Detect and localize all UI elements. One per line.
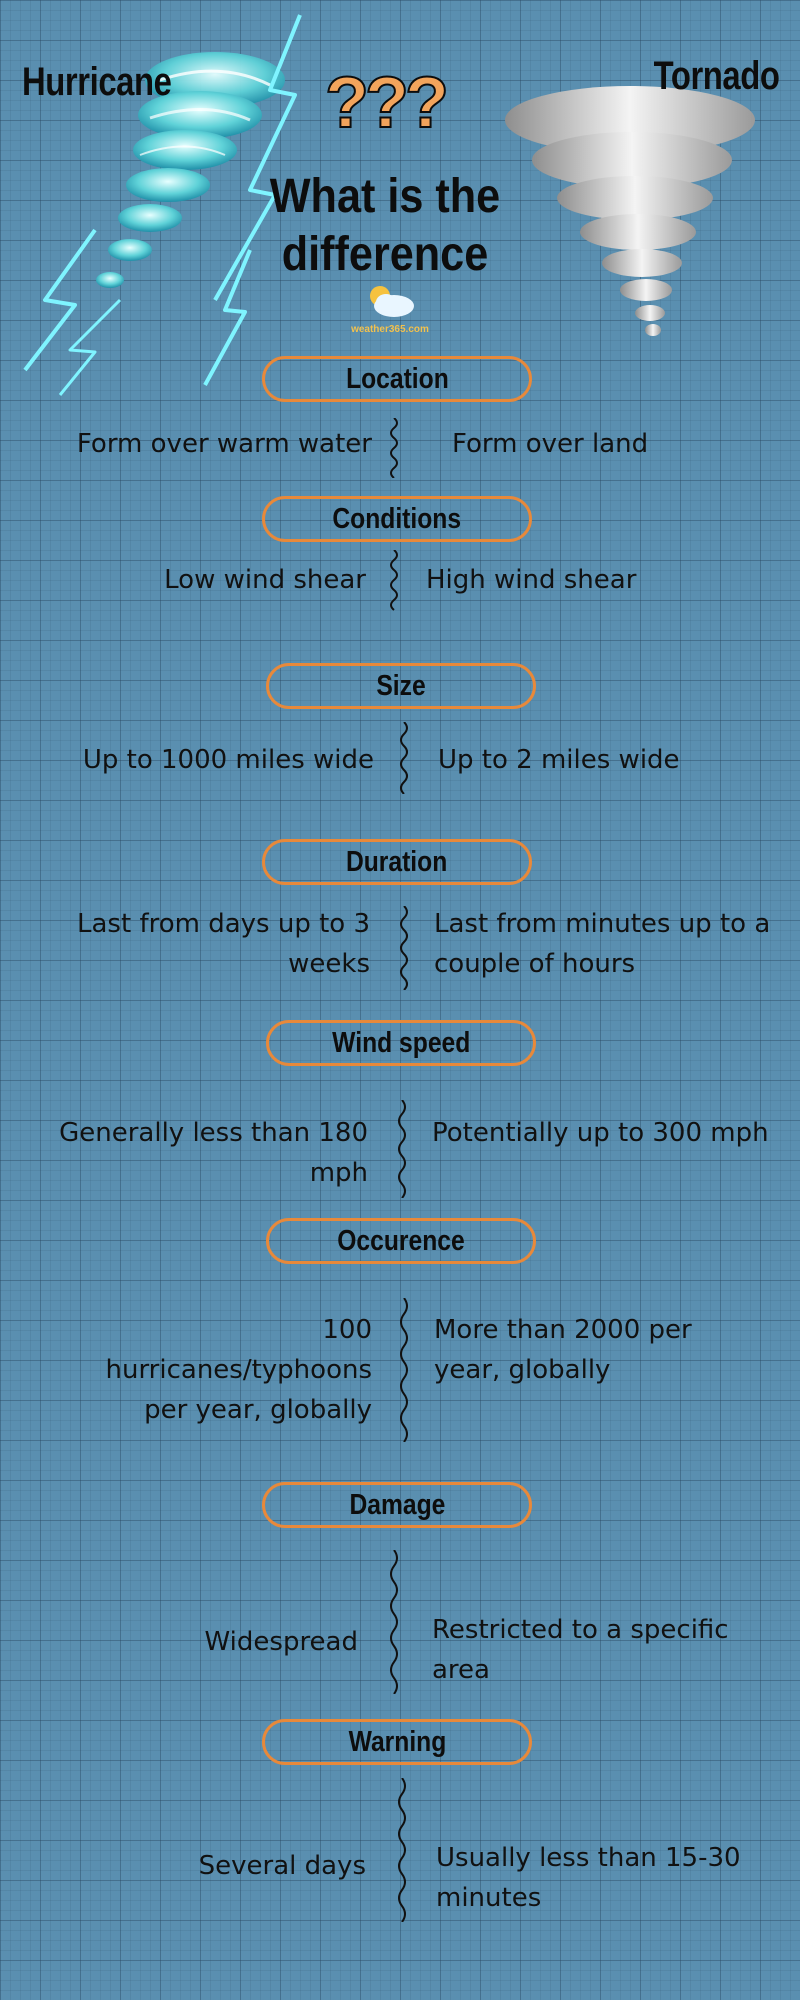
tornado-wind-speed-text: Potentially up to 300 mph [432, 1118, 769, 1148]
divider-squiggle [386, 1550, 402, 1694]
tornado-location-text: Form over land [452, 429, 649, 459]
hurricane-conditions-text: Low wind shear [164, 565, 366, 595]
hurricane-label: Hurricane [22, 60, 172, 104]
tornado-funnel-icon [505, 86, 755, 336]
divider-squiggle [394, 1778, 410, 1922]
category-pill-occurence: Occurence [266, 1218, 536, 1264]
hurricane-warning-text: Several days [198, 1851, 366, 1881]
divider-squiggle [386, 418, 402, 478]
category-pill-conditions: Conditions [262, 496, 532, 542]
page-title-line1: What is the [269, 170, 501, 223]
tornado-label: Tornado [654, 54, 780, 98]
tornado-warning-text: Usually less than 15-30 minutes [436, 1843, 741, 1913]
divider-squiggle [396, 1298, 412, 1442]
divider-squiggle [396, 722, 412, 794]
page-title [255, 168, 516, 284]
hurricane-size-text: Up to 1000 miles wide [82, 745, 374, 775]
divider-squiggle [394, 1100, 410, 1198]
category-pill-duration: Duration [262, 839, 532, 885]
brand-logo [335, 280, 445, 335]
tornado-damage-text: Restricted to a specific area [432, 1615, 729, 1685]
category-pill-warning: Warning [262, 1719, 532, 1765]
hurricane-damage-text: Widespread [204, 1627, 358, 1657]
divider-squiggle [396, 906, 412, 990]
category-pill-location: Location [262, 356, 532, 402]
brand-text: weather365.com [351, 324, 429, 335]
category-pill-wind-speed: Wind speed [266, 1020, 536, 1066]
tornado-occurence-text: More than 2000 per year, globally [434, 1315, 692, 1385]
category-pill-damage: Damage [262, 1482, 532, 1528]
hurricane-occurence-text: 100 hurricanes/typhoons per year, globally [105, 1315, 372, 1425]
sun-cloud-icon [360, 280, 420, 320]
divider-squiggle [386, 550, 402, 612]
tornado-size-text: Up to 2 miles wide [438, 745, 680, 775]
hurricane-duration-text: Last from days up to 3 weeks [77, 909, 370, 979]
page-title-line2: difference [281, 228, 489, 281]
hurricane-wind-speed-text: Generally less than 180 mph [59, 1118, 368, 1188]
question-marks-icon: ??? [325, 63, 445, 143]
tornado-conditions-text: High wind shear [426, 565, 637, 595]
hurricane-location-text: Form over warm water [76, 429, 372, 459]
category-pill-size: Size [266, 663, 536, 709]
tornado-duration-text: Last from minutes up to a couple of hours [434, 909, 771, 979]
